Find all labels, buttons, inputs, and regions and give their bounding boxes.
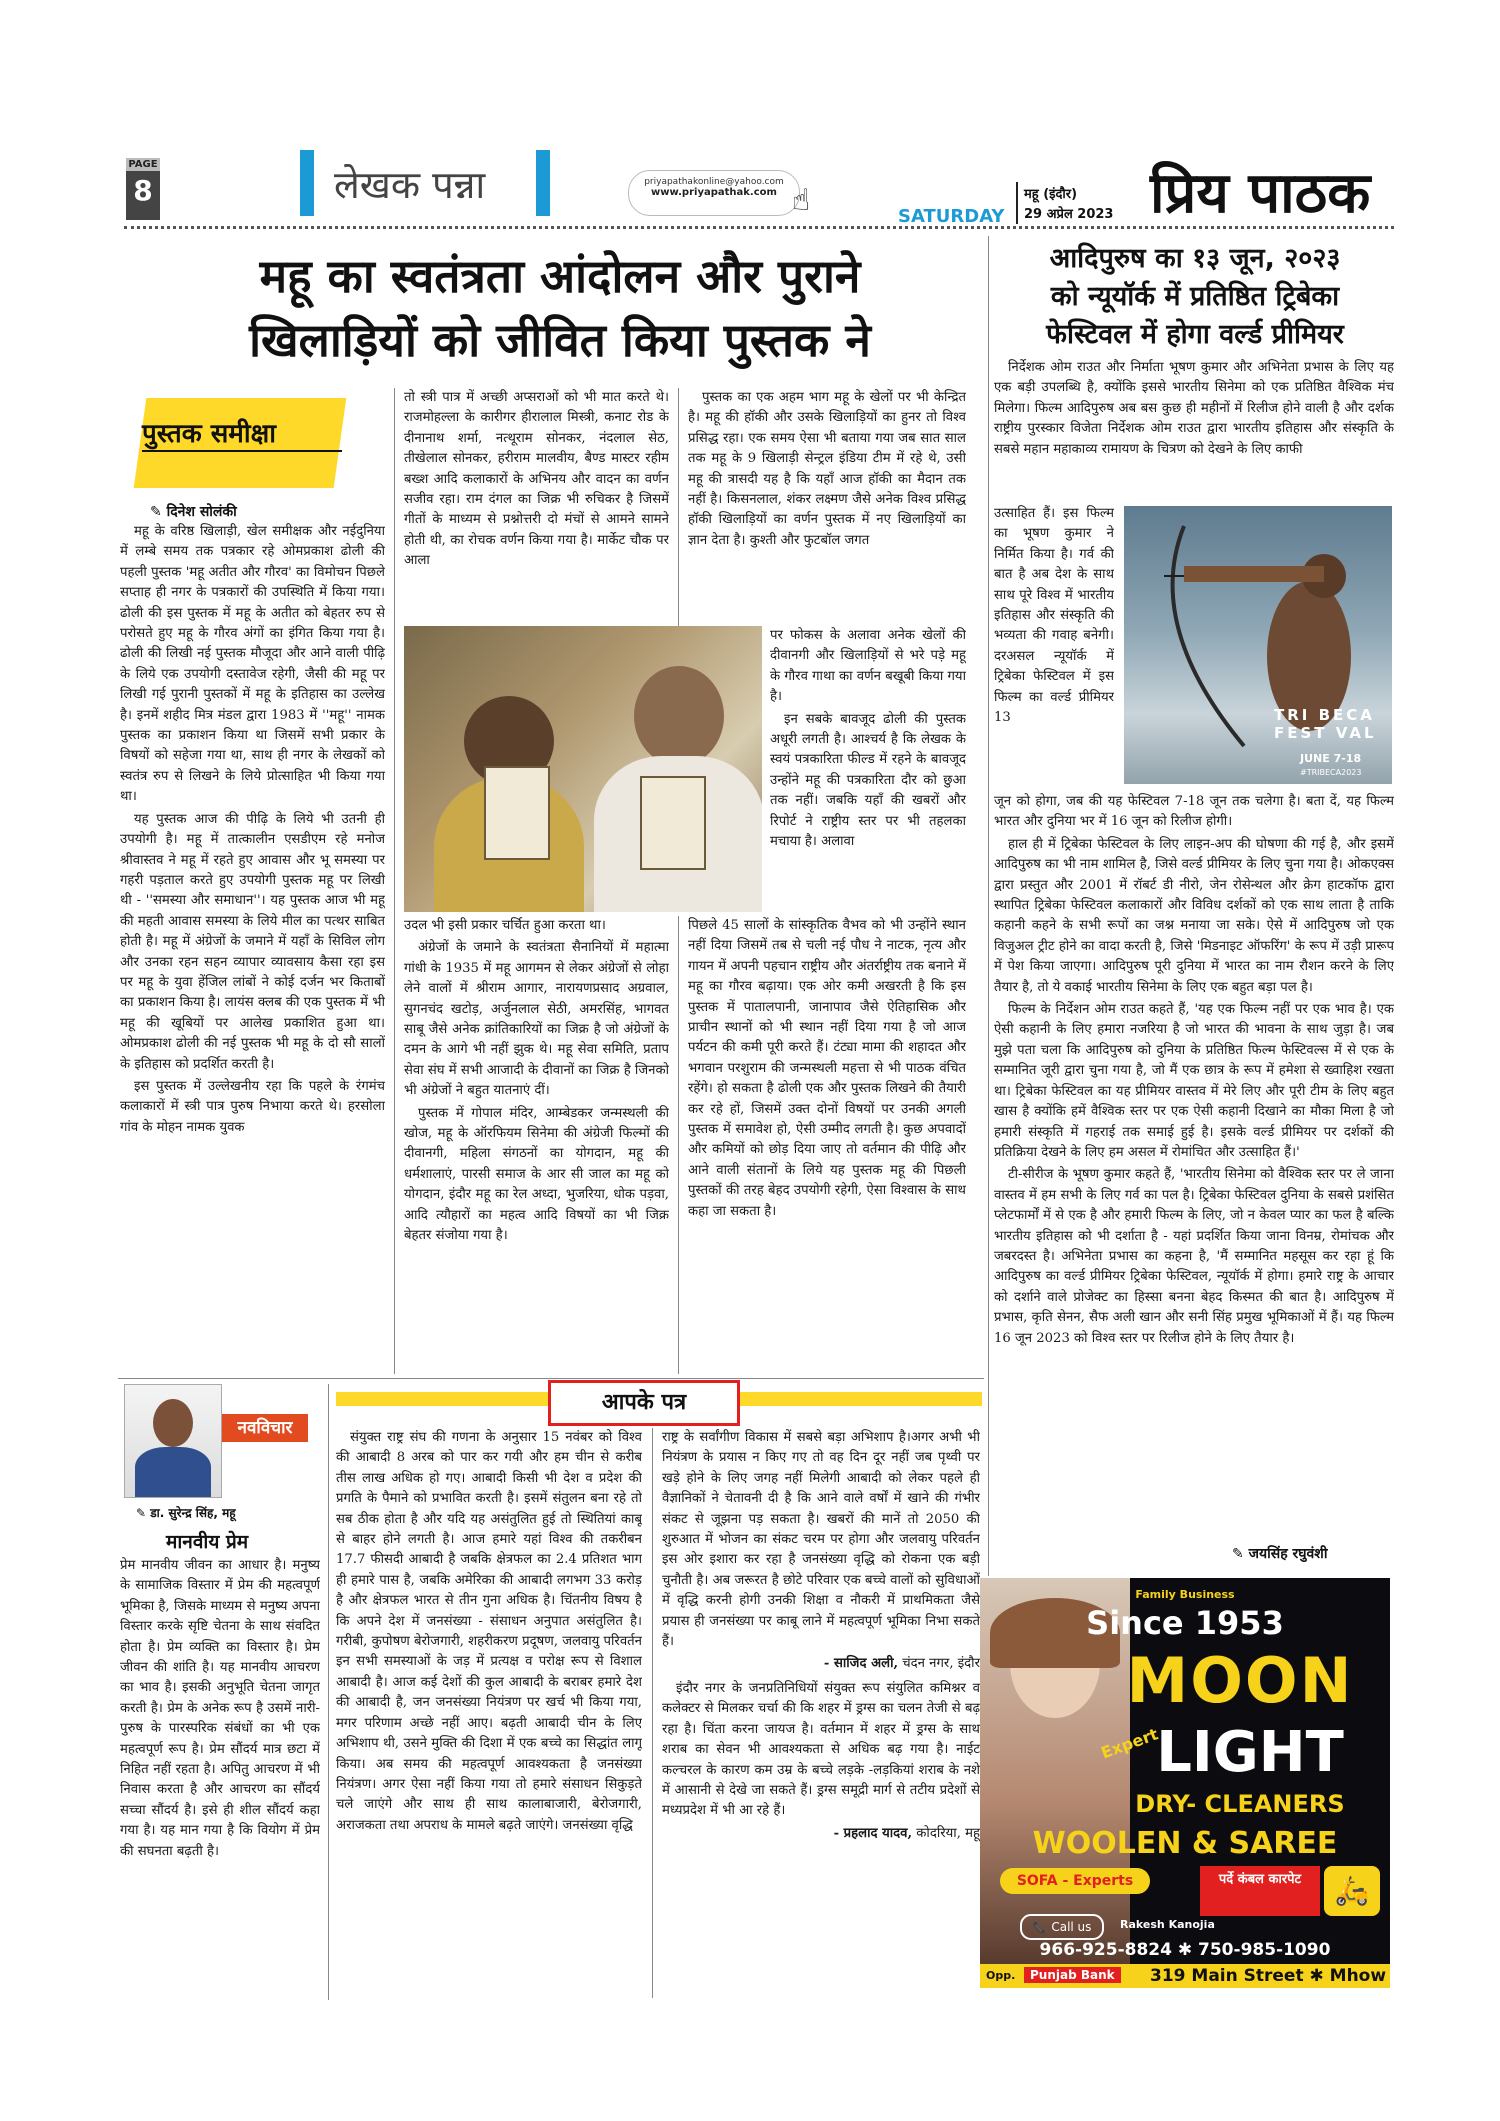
- column-divider: [394, 388, 395, 1374]
- review-column-3-top: [688, 388, 966, 622]
- advert-since: Since 1953: [1086, 1604, 1284, 1642]
- letter-paragraph: इंदौर नगर के जनप्रतिनिधियों संयुक्त रूप संयुलित कमिश्नर व कलेक्टर से मिलकर चर्चा की कि शहर में ड्रग्स का चलन तेजी से बढ़ रहा है। चिंता करना जायज है। वर्तमान में शहर में ड्रग्स के साथ शराब का सेवन भी आवश्यकता से अधिक बढ़ गया है। नाईट कल्चरल के कारण कम उम्र के बच्चे लड़के -लड़कियां शराब के नशे में आसानी से देखे जा सकते हैं। ड्रग्स समूद्री मार्ग से तटीय प्रदेशों से मध्यप्रदेश में भी आ रहे हैं।: [662, 1680, 980, 1819]
- column-divider: [328, 1384, 329, 2000]
- bracket-left-icon: [300, 150, 314, 216]
- paragraph: तो स्त्री पात्र में अच्छी अप्सराओं को भी मात करते थे। राजमोहल्ला के कारीगर हीरालाल मिस्त्री, कनाट रोड के दीनानाथ शर्मा, नत्थूराम सोनकर, नंदलाल सेठ, तीखेलाल सोनकर, हरीराम मालवीय, बैण्ड मास्टर रहीम बख्श आदि कलाकारों के अभिनय और वादन का वर्णन सजीव रहा। राम दंगल का जिक्र भी रुचिकर है जिसमें गीतों के माध्यम से प्रश्नोत्तरी दो मंचों से आमने सामने होती थी, का रोचक वर्णन किया गया है। मार्केट चौक पर आला: [404, 390, 669, 569]
- paragraph: इन सबके बावजूद ढोली की पुस्तक अधूरी लगती है। आश्चर्य है कि लेखक के स्वयं पत्रकारिता फील्ड में रहने के बावजूद उन्होंने महू की पत्रकारिता दौर को छुआ तक नहीं। जबकि यहाँ की खबरों और रिपोर्ट ने राष्ट्रीय स्तर पर भी तहलका मचाया है। अलावा: [770, 711, 966, 850]
- scooter-icon: 🛵: [1324, 1866, 1380, 1916]
- avatar: [135, 1447, 211, 1497]
- paragraph: इस पुस्तक में उल्लेखनीय रहा कि पहले के रंगमंच कलाकारों में स्त्री पात्र पुरुष निभाया करते थे। हरसोला गांव के मोहन नामक युवक: [120, 1078, 385, 1135]
- main-headline: [140, 244, 980, 372]
- letter-signature: - प्रहलाद यादव, कोदरिया, महू: [833, 1825, 980, 1841]
- place-label: महू (इंदौर): [1024, 187, 1078, 202]
- side-article-author: ✎ जयसिंह रघुवंशी: [1232, 1546, 1328, 1562]
- advert-expert: Expert: [1098, 1724, 1161, 1763]
- poster-dates: JUNE 7-18: [1300, 752, 1362, 765]
- side-headline-line2: को न्यूयॉर्क में प्रतिष्ठित ट्रिबेका: [1050, 281, 1340, 312]
- letter-signature: - साजिद अली, चंदन नगर, इंदौर: [823, 1656, 980, 1672]
- book-launch-photo: [404, 626, 762, 912]
- side-headline-line3: फेस्टिवल में होगा वर्ल्ड प्रीमियर: [1046, 319, 1344, 350]
- review-tag-underline: [142, 450, 342, 452]
- paragraph: पिछले 45 सालों के सांस्कृतिक वैभव को भी उन्होंने स्थान नहीं दिया जिसमें तब से चली नई पौध ने नाटक, नृत्य और गायन में अपनी पहचान राष्ट्रीय और अंतर्राष्ट्रीय तक बनाने में महू का गौरव बढ़ाया। एक ओर कमी अखरती है कि इस पुस्तक में पातालपानी, जानापाव जैसे ऐतिहासिक और प्राचीन स्थानों को भी स्थान नहीं दिया गया है जो आज पर्यटन की कमी पूरी करते हैं। टंट्या मामा की शहादत और भगवान परशुराम की जन्मस्थली महत्ता से भी पाठक वंचित रहेंगे। हो सकता है ढोली एक और पुस्तक लिखने की तैयारी कर रहे हों, जिसमें उक्त दोनों विषयों पर उनकी अगली पुस्तक में समावेश हो, ऐसी उम्मीद लगती है। कुछ अपवादों और कमियों को छोड़ दिया जाए तो वर्तमान की पीढ़ि और आने वाली संतानों के लिये यह पुस्तक महू की पिछली पुस्तकों की तरह बेहद उपयोगी रहेगी, ऐसा विश्वास के साथ कहा जा सकता है।: [688, 918, 966, 1219]
- pointer-hand-icon: ☝: [792, 183, 811, 218]
- navvichar-tag: नवविचार: [222, 1414, 308, 1442]
- advert-call: 📞 Call us: [1020, 1914, 1104, 1940]
- side-headline: [1000, 240, 1390, 354]
- advert-phones: 966-925-8824 ✱ 750-985-1090: [1039, 1940, 1331, 1960]
- date-label: 29 अप्रेल 2023: [1024, 207, 1114, 222]
- section-title: [300, 150, 560, 222]
- side-article-intro: [994, 358, 1394, 502]
- paragraph: जून को होगा, जब की यह फेस्टिवल 7-18 जून तक चलेगा है। बता दें, यह फिल्म भारत और दुनिया भर में 16 जून को रिलीज होगी।: [994, 794, 1394, 830]
- main-headline-line1: महू का स्वतंत्रता आंदोलन और पुराने: [259, 249, 861, 303]
- side-headline-line1: आदिपुरुष का १३ जून, २०२३: [1049, 243, 1341, 274]
- letters-column-1: [336, 1428, 642, 1998]
- paragraph: पुस्तक में गोपाल मंदिर, आम्बेडकर जन्मस्थली की खोज, महू के ऑरफियम सिनेमा की अंग्रेजी फिल्मों की दीवानगी, महिला संगठनों का योगदान, महू की धर्मशालाएं, पारसी समाज के आर सी जाल का महू को योगदान, इंदौर महू का रेल अध्दा, भुजरिया, धोक पड़वा, आदि त्यौहारों का महत्व आदि विषयों का भी जिक्र बेहतर संजोया गया है।: [404, 1105, 669, 1244]
- review-column-3-narrow: [770, 626, 966, 912]
- advert-dry: DRY- CLEANERS: [1135, 1790, 1345, 1818]
- advert-sofa: SOFA - Experts: [1000, 1868, 1150, 1894]
- tribeca-logo-line2: FEST VAL: [1274, 724, 1377, 742]
- day-label: SATURDAY: [898, 206, 1005, 227]
- navvichar-author: ✎ डा. सुरेन्द्र सिंह, महू: [136, 1506, 236, 1520]
- advert-kambal: पर्दे कंबल कारपेट: [1200, 1866, 1320, 1916]
- photo-person-man: [634, 666, 724, 766]
- contact-box: [628, 170, 800, 216]
- main-headline-line2: खिलाड़ियों को जीवित किया पुस्तक ने: [249, 313, 871, 367]
- column-divider: [652, 1428, 653, 1998]
- paragraph: फिल्म के निर्देशन ओम राउत कहते हैं, 'यह एक फिल्म नहीं पर एक भाव है। एक ऐसी कहानी के लिए हमारा नजरिया है जो भारत की भावना के साथ जुड़ा है। जब मुझे पता चला कि आदिपुरुष को दुनिया के प्रतिष्ठित फिल्म फेस्टिवल्स में से एक के सम्मानित जूरी द्वारा चुना गया है, जो मैं एक छात्र के रूप में हमेशा से ख्वाहिश रखता था। ट्रिबेका फेस्टिवल का यह प्रीमियर वास्तव में मेरे लिए और पूरी टीम के लिए बहुत खास है क्योंकि हमें वैश्विक स्तर पर एक ऐसी कहानी दिखाने का मौका मिला है जो हमारी संस्कृति में गहराई तक समाई हुई है। इसके वर्ल्ड प्रीमियर पर दर्शकों की प्रतिक्रिया देखने के लिए हम असल में रोमांचित और उत्साहित हैं।': [994, 1002, 1394, 1160]
- advert-address: 319 Main Street ✱ Mhow: [1150, 1966, 1387, 1986]
- tribeca-logo-line1: TRI BECA: [1274, 706, 1375, 724]
- archer-figure-icon: [1124, 506, 1392, 784]
- advert-family: Family Business: [1135, 1588, 1235, 1601]
- avatar: [153, 1399, 193, 1447]
- section-title-text: लेखक पन्ना: [334, 163, 486, 207]
- advert-opp: Opp.: [986, 1969, 1016, 1982]
- letter-paragraph: संयुक्त राष्ट्र संघ की गणना के अनुसार 15 नवंबर को विश्व की आबादी 8 अरब को पार कर गयी और हम चीन से करीब तीस लाख अधिक हो गए। आबादी किसी भी देश व प्रदेश की प्रगति के पैमाने को प्रभावित करती है। इसमें संतुलन बना रहे तो सब ठीक होता है और यदि यह असंतुलित हुई तो स्थितियां काबू से बाहर होने लगती है। आज हमारे यहां विश्व की तकरीबन 17.7 फीसदी आबादी है जबकि क्षेत्रफल का 2.4 प्रतिशत भाग ही हमारे पास है, जबकि अमेरिका की आबादी लगभग 33 करोड़ है और क्षेत्रफल भारत से तीन गुना अधिक है। चिंतनीय विषय है कि अपने देश में जनसंख्या - संसाधन अनुपात असंतुलित है। गरीबी, कुपोषण बेरोजगारी, शहरीकरण प्रदूषण, जलवायु परिवर्तन इन सभी समस्याओं के जड़ में प्रत्यक्ष व परोक्ष रूप से विशाल आबादी है। आज कई देशों की कुल आबादी के बराबर हमारे देश की आबादी है, जन जनसंख्या नियंत्रण पर खर्च भी किया गया, मगर परिणाम अच्छे नहीं आए। बढ़ती आबादी चीन के लिए अभिशाप थी, उसने मुक्ति की दिशा में एक बच्चे का सिद्धांत लागू किया। अब समय की महत्वपूर्ण आवश्यकता है जनसंख्या नियंत्रण। अगर ऐसा नहीं किया गया तो हमारे संसाधन सिकुड़ते चले जाएंगे और साथ ही साथ कालाबाजारी, बेरोजगारी, अराजकता तथा अपराध के मामले बढ़ते जाएंगे। जनसंख्या वृद्धि: [336, 1430, 642, 1833]
- advert-contact-name: Rakesh Kanojia: [1120, 1918, 1215, 1931]
- header-rule: [124, 226, 1394, 229]
- column-divider: [678, 916, 679, 1374]
- book-icon: [484, 766, 550, 860]
- paragraph: टी-सीरीज के भूषण कुमार कहते हैं, 'भारतीय सिनेमा को वैश्विक स्तर पर ले जाना वास्तव में हम सभी के लिए गर्व का पल है। ट्रिबेका फेस्टिवल दुनिया के सबसे प्रशंसित प्लेटफार्मों में से एक है और हमारी फिल्म के लिए, जो न केवल प्यार का फल है बल्कि भारतीय इतिहास को भी दर्शाता है - यहां प्रदर्शित किया जाना विनम्र, रोमांचक और जबरदस्त है। अभिनेता प्रभास का कहना है, 'मैं सम्मानित महसूस कर रहा हूं कि आदिपुरुष का वर्ल्ड प्रीमियर ट्रिबेका फेस्टिवल, न्यूयॉर्क में होगा। हमारे राष्ट्र के आचार को दर्शाने वाले प्रोजेक्ट का हिस्सा बनना बेहद किस्मत की बात है। आदिपुरुष में प्रभास, कृति सेनन, सैफ अली खान और सनी सिंह प्रमुख भूमिकाओं में हैं। यह फिल्म 16 जून 2023 को विश्व स्तर पर रिलीज होने के लिए तैयार है।: [994, 1167, 1394, 1346]
- paragraph: महू के वरिष्ठ खिलाड़ी, खेल समीक्षक और नईदुनिया में लम्बे समय तक पत्रकार रहे ओमप्रकाश ढोली की पहली पुस्तक 'महू अतीत और गौरव' का विमोचन पिछले सप्ताह ही नगर के पत्रकारों की उपस्थिति में किया गया। ढोली की इस पुस्तक में महू के अतीत को बेहतर रुप से परोसते हुए महू के गौरव अंगों का इंगित किया गया है। ढोली की लिखी नई पुस्तक मौजूदा और आने वाली पीढ़ि के लिये एक उपयोगी दस्तावेज रहेगी, जैसी की महू पर लिखी गई पुरानी पुस्तकों में महू के इतिहास का उल्लेख है। इनमें शहीद मित्र मंडल द्वारा 1983 में ''महू'' नामक पुस्तक का प्रकाशन किया था जिसमें सभी प्रकार के विषयों को सहेजा गया था, साथ ही नगर के लेखकों को स्वतंत्र रुप से लिखने के लिये प्रोत्साहित भी किया गया था।: [120, 524, 385, 805]
- moonlight-advert: [980, 1578, 1390, 1988]
- paragraph: उदल भी इसी प्रकार चर्चित हुआ करता था।: [404, 918, 606, 933]
- page-number: 8: [133, 174, 153, 207]
- column-divider: [678, 388, 679, 626]
- review-tag: पुस्तक समीक्षा: [142, 419, 276, 449]
- adipurush-poster: [1124, 506, 1392, 784]
- letters-title: आपके पत्र: [548, 1380, 740, 1426]
- side-article-narrow: [994, 504, 1114, 792]
- review-column-1: [120, 522, 385, 1374]
- poster-hashtag: #TRIBECA2023: [1300, 768, 1362, 777]
- header-divider: [1016, 182, 1018, 224]
- paragraph: पर फोकस के अलावा अनेक खेलों की दीवानगी और खिलाड़ियों से भरे पड़े महू के गौरव गाथा का वर्णन बखूबी किया गया है।: [770, 628, 966, 705]
- paragraph: उत्साहित हैं। इस फिल्म का भूषण कुमार ने निर्मित किया है। गर्व की बात है अब देश के साथ साथ पूरे विश्व में भारतीय इतिहास और संस्कृति की भव्यता की गवाह बनेगी। दरअसल न्यूयॉर्क में ट्रिबेका फेस्टिवल में इस फिल्म का वर्ल्ड प्रीमियर 13: [994, 506, 1114, 726]
- page-number-box: [126, 158, 160, 220]
- masthead-logo: प्रिय पाठक: [1150, 160, 1371, 226]
- email-text: priyapathakonline@yahoo.com: [644, 177, 784, 187]
- paragraph: पुस्तक का एक अहम भाग महू के खेलों पर भी केन्द्रित है। महू की हॉकी और उसके खिलाड़ियों का हुनर तो विश्व प्रसिद्ध रहा। एक समय ऐसा भी बताया गया जब सात साल तक महू के 9 खिलाड़ी सेन्ट्रल इंडिया टीम में रहे थे, उसी महू की त्रासदी यह है कि यहाँ आज हॉकी का मैदान तक नहीं है। किसनलाल, शंकर लक्ष्मण जैसे अनेक विश्व प्रसिद्ध हॉकी खिलाड़ियों का वर्णन पुस्तक में नए खिलाड़ियों का ज्ञान देता है। कुश्ती और फुटबॉल जगत: [688, 390, 966, 548]
- review-column-2-top: [404, 388, 669, 622]
- review-author: ✎ दिनेश सोलंकी: [150, 504, 237, 520]
- author-photo: [124, 1384, 222, 1498]
- navvichar-text: [120, 1556, 320, 1998]
- advert-footer: [980, 1964, 1390, 1988]
- advert-light: LIGHT: [1156, 1720, 1344, 1785]
- side-article-body: [994, 792, 1394, 1558]
- paragraph: हाल ही में ट्रिबेका फेस्टिवल के लिए लाइन-अप की घोषणा की गई है, और इसमें आदिपुरुष का भी नाम शामिल है, जिसे वर्ल्ड प्रीमियर के लिए चुना गया है। ओकएक्स द्वारा प्रस्तुत और 2001 में रॉबर्ट डी नीरो, जेन रोसेन्थल और क्रेग हाटकॉफ द्वारा स्थापित ट्रिबेका फेस्टिवल कलाकारों और विविध दर्शकों को एक साथ लाता है ताकि कहानी कहने के सभी रूपों का जश्न मनाया जा सके। ऐसे में आदिपुरुष जो एक विजुअल ट्रीट होने का वादा करती है, जिसे 'मिडनाइट ऑफरिंग' के रूप में उड़ी प्रारूप में पेश किया जाएगा। आदिपुरुष पूरी दुनिया में भारत का नाम रौशन करने के लिए तैयार है, तो ये वकाई भारतीय सिनेमा के लिए एक बहुत बड़ा पल है।: [994, 836, 1394, 995]
- letter-paragraph: राष्ट्र के सर्वांगीण विकास में सबसे बड़ा अभिशाप है।अगर अभी भी नियंत्रण के प्रयास न किए गए तो वह दिन दूर नहीं जब पृथ्वी पर खड़े होने के लिए जगह नहीं मिलेगी आबादी को लेकर पहले ही वैज्ञानिकों ने चेतावनी दी है कि आने वाले वर्षों में खाने की गंभीर संकट से जूझना पड़ सकता है। खबरों की मानें तो 2050 की शुरुआत में भोजन का संकट चरम पर होगा और जलवायु परिवर्तन इस ओर इशारा कर रहा है जनसंख्या वृद्धि को रोकना एक बड़ी चुनौती है। अब जरूरत है छोटे परिवार एक बच्चे वालों को सुविधाओं में वृद्धि करनी होगी उनकी शिक्षा व नौकरी में प्राथमिकता जैसे प्रयास ही जनसंख्या पर काबू लाने में महत्वपूर्ण भूमिका निभा सकते हैं।: [662, 1430, 980, 1650]
- book-icon: [640, 776, 706, 870]
- column-divider: [988, 236, 989, 1576]
- advert-woolen: WOOLEN & SAREE: [1032, 1826, 1338, 1861]
- page-label: PAGE: [126, 158, 160, 171]
- bracket-right-icon: [536, 150, 550, 216]
- navvichar-title: मानवीय प्रेम: [166, 1531, 249, 1553]
- review-column-2-bottom: [404, 916, 669, 1374]
- paragraph: यह पुस्तक आज की पीढ़ि के लिये भी उतनी ही उपयोगी है। महू में तात्कालीन एसडीएम रहे मनोज श्रीवास्तव ने महू में रहते हुए आवास और भू समस्या पर गहरी पड़ताल करते हुए उपयोगी पुस्तक महू पर लिखी थी - ''समस्या और समाधान''। यह पुस्तक आज भी महू की महती आवास समस्या के लिये मील का पत्थर साबित होती है। महू में अंग्रेजों के जमाने में यहाँ के सिविल लोग और उनका रहन सहन व्यापार व्यावसाय कैसा रहा इस पर महू के युवा हेंजिल लांबों ने कोई दर्जन भर किताबों का प्रकाशन किया है। लायंस क्लब की एक पुस्तक में भी महू की खूबियों पर आलेख प्रकाशित हुआ था। ओमप्रकाश ढोली की नई पुस्तक भी महू के दो सौ सालों के इतिहास को प्रदर्शित करती है।: [120, 811, 385, 1072]
- advert-bank: Punjab Bank: [1024, 1967, 1121, 1983]
- section-rule: [118, 1378, 984, 1379]
- review-column-3-bottom: [688, 916, 966, 1374]
- paragraph: अंग्रेजों के जमाने के स्वतंत्रता सैनानियों में महात्मा गांधी के 1935 में महू आगमन से लेकर अंग्रेजों से लोहा लेने वालों में श्रीराम आगार, नारायणप्रसाद अग्रवाल, सुगनचंद खटोड़, अर्जुनलाल सेठी, अमरसिंह, भागवत साबू जैसे अनेक क्रांतिकारियों का जिक्र है जो अंग्रेजों के दमन के आगे भी नहीं झुक थे। महू सेवा समिति, प्रताप सेवा संघ में सभी आजादी के दीवानों का जिक्र है जिनको भी अंग्रेजों ने बहुत यातनाएं दीं।: [404, 940, 669, 1099]
- paragraph: प्रेम मानवीय जीवन का आधार है। मनुष्य के सामाजिक विस्तार में प्रेम की महत्वपूर्ण भूमिका है, जिसके माध्यम से मनुष्य अपना विस्तार करके सृष्टि चेतना के साथ संवदित होता है। प्रेम व्यक्ति का विस्तार है। प्रेम जीवन की शांति है। यह मानवीय आचरण का भाव है। इसकी अनुभूति चेतना जागृत करती है। प्रेम के अनेक रूप है उसमें नारी-पुरुष के पारस्परिक संबंधों का भी एक महत्वपूर्ण रूप है। प्रेम सौंदर्य मात्र छटा में निहित नहीं रहता है। अपितु आचरण में भी निवास करता है और आचरण का सौंदर्य सच्चा सौंदर्य है। इसे ही शील सौंदर्य कहा गया है। यह मान गया है कि वियोग में प्रेम की सघनता बढ़ती है।: [120, 1558, 320, 1859]
- paragraph: निर्देशक ओम राउत और निर्माता भूषण कुमार और अभिनेता प्रभास के लिए यह एक बड़ी उपलब्धि है, क्योंकि इससे भारतीय सिनेमा को एक प्रतिष्ठित वैश्विक मंच मिलेगा। फिल्म आदिपुरुष अब बस कुछ ही महीनों में रिलीज होने वाली है और दर्शक राष्ट्रीय पुरस्कार विजेता निर्देशक ओम राउत द्वारा भारतीय इतिहास और संस्कृति के सबसे महान महाकाव्य रामायण के चित्रण को देखने के लिए काफी: [994, 360, 1394, 457]
- advert-moon: MOON: [1126, 1644, 1354, 1717]
- website-link[interactable]: www.priyapathak.com: [651, 187, 777, 198]
- letters-column-2: [662, 1428, 980, 1998]
